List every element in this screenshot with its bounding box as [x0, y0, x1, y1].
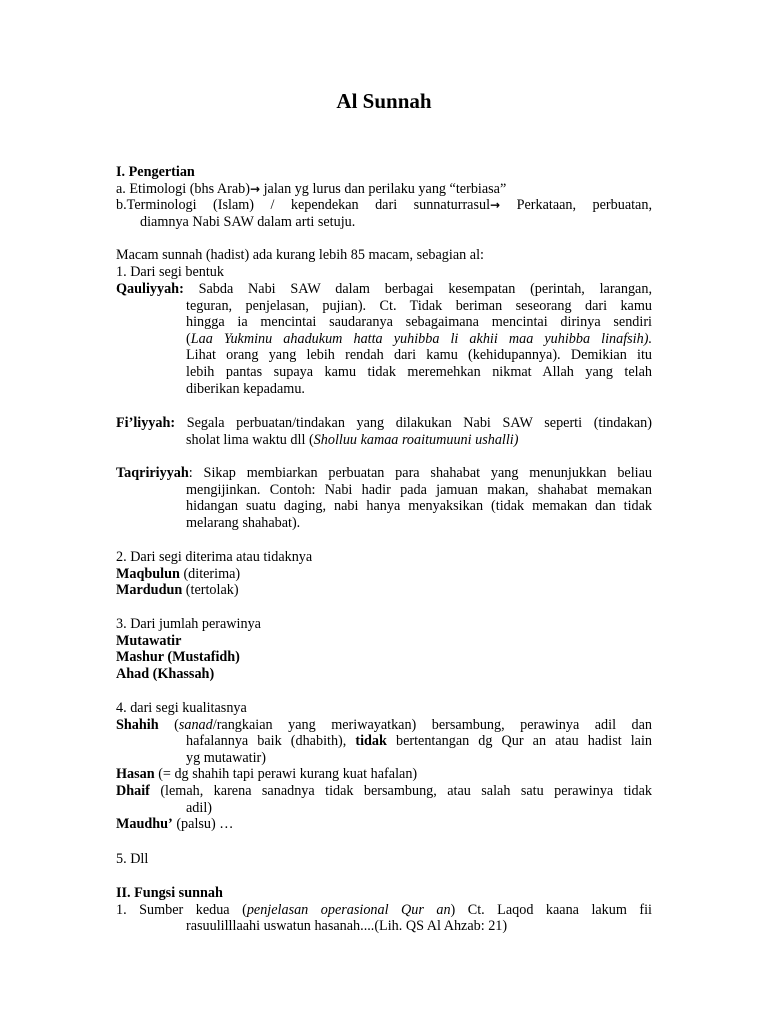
- filiyyah-entry: [116, 415, 652, 448]
- list-item: Mutawatir: [116, 632, 182, 649]
- filiyyah-line-2: sholat lima waktu dll (Sholluu kamaa roaitumuuni ushalli): [186, 431, 519, 448]
- qauliyyah-line-7: diberikan kepadamu.: [186, 380, 305, 397]
- taqririyyah-line-1: Taqririyyah: Sikap membiarkan perbuatan para shahabat yang menunjukkan beliau: [116, 465, 652, 481]
- qauliyyah-line-5: Lihat orang yang lebih rendah dari kamu (kehidupannya). Demikian itu: [186, 347, 652, 364]
- maudhu-line: Maudhu’ (palsu) …: [116, 816, 234, 833]
- shahih-line-2: hafalannya baik (dhabith), tidak bertentangan dg Qur an atau hadist lain: [186, 733, 652, 750]
- fungsi-line-1: 1. Sumber kedua (penjelasan operasional Qur an) Ct. Laqod kaana lakum fii: [116, 901, 652, 918]
- taqririyyah-line-3: hidangan suatu daging, nabi hanya menyaksikan (tidak memakan dan tidak: [186, 498, 652, 515]
- qauliyyah-term: Qauliyyah:: [116, 281, 184, 297]
- filiyyah-line-1: Fi’liyyah: Segala perbuatan/tindakan yang dilakukan Nabi SAW seperti (tindakan): [116, 415, 652, 431]
- qauliyyah-line-2: teguran, penjelasan, pujian). Ct. Tidak beriman seseorang dari kamu: [186, 297, 652, 314]
- taqririyyah-line-4: melarang shahabat).: [186, 514, 301, 531]
- qauliyyah-line-4: (Laa Yukminu ahadukum hatta yuhibba li akhii maa yuhibba linafsih).: [186, 330, 652, 347]
- macam-sunnah: [116, 247, 652, 280]
- page-title: Al Sunnah: [336, 89, 432, 113]
- taqririyyah-term: Taqririyyah: [116, 465, 189, 481]
- segi-lainnya: [116, 851, 652, 868]
- qauliyyah-entry: [116, 281, 652, 397]
- right-arrow-icon: →: [490, 198, 501, 213]
- hasan-line: Hasan (= dg shahih tapi perawi kurang kuat hafalan): [116, 766, 418, 783]
- segi-kualitas: [116, 700, 652, 833]
- segi-diterima-heading: 2. Dari segi diterima atau tidaknya: [116, 549, 313, 565]
- dhaif-line-1: Dhaif (lemah, karena sanadnya tidak bersambung, atau salah satu perawinya tidak: [116, 782, 652, 799]
- segi-bentuk-heading: 1. Dari segi bentuk: [116, 263, 224, 280]
- segi-kualitas-heading: 4. dari segi kualitasnya: [116, 700, 247, 716]
- taqririyyah-entry: [116, 465, 652, 531]
- mardudun-line: Mardudun (tertolak): [116, 582, 239, 599]
- dhaif-line-2: adil): [186, 799, 212, 816]
- right-arrow-icon: →: [249, 181, 261, 196]
- qauliyyah-line-6: lebih pantas supaya kamu tidak meremehkan nikmat Allah yang telah: [186, 363, 652, 380]
- section-pengertian: [116, 164, 652, 230]
- qauliyyah-line-1: Qauliyyah: Sabda Nabi SAW dalam berbagai kesempatan (perintah, larangan,: [116, 281, 652, 297]
- section-fungsi: [116, 885, 652, 935]
- terminologi-line: b.Terminologi (Islam) / kependekan dari sunnaturrasul→ Perkataan, perbuatan,: [116, 197, 652, 214]
- shahih-line-1: Shahih (sanad/rangkaian yang meriwayatkan) bersambung, perawinya adil dan: [116, 716, 652, 733]
- macam-intro: Macam sunnah (hadist) ada kurang lebih 85 macam, sebagian al:: [116, 247, 484, 263]
- maqbulun-line: Maqbulun (diterima): [116, 565, 241, 582]
- terminologi-line-2: diamnya Nabi SAW dalam arti setuju.: [140, 213, 356, 230]
- shahih-line-3: yg mutawatir): [186, 749, 266, 766]
- section-heading: II. Fungsi sunnah: [116, 885, 223, 901]
- etimologi-line: a. Etimologi (bhs Arab)→ jalan yg lurus dan perilaku yang “terbiasa”: [116, 180, 507, 197]
- taqririyyah-line-2: mengijinkan. Contoh: Nabi hadir pada jamuan makan, shahabat memakan: [186, 481, 652, 498]
- list-item: Ahad (Khassah): [116, 665, 215, 682]
- fungsi-line-2: rasuulilllaahi uswatun hasanah....(Lih. QS Al Ahzab: 21): [186, 918, 508, 935]
- list-item: Mashur (Mustafidh): [116, 649, 240, 666]
- section-heading: I. Pengertian: [116, 164, 195, 180]
- segi-diterima: [116, 549, 652, 599]
- jumlah-perawi: [116, 616, 652, 682]
- filiyyah-term: Fi’liyyah:: [116, 415, 176, 431]
- dll-heading: 5. Dll: [116, 851, 149, 867]
- jumlah-perawi-heading: 3. Dari jumlah perawinya: [116, 616, 261, 632]
- qauliyyah-line-3: hingga ia mencintai saudaranya sebagaimana mencintai dirinya sendiri: [186, 314, 652, 331]
